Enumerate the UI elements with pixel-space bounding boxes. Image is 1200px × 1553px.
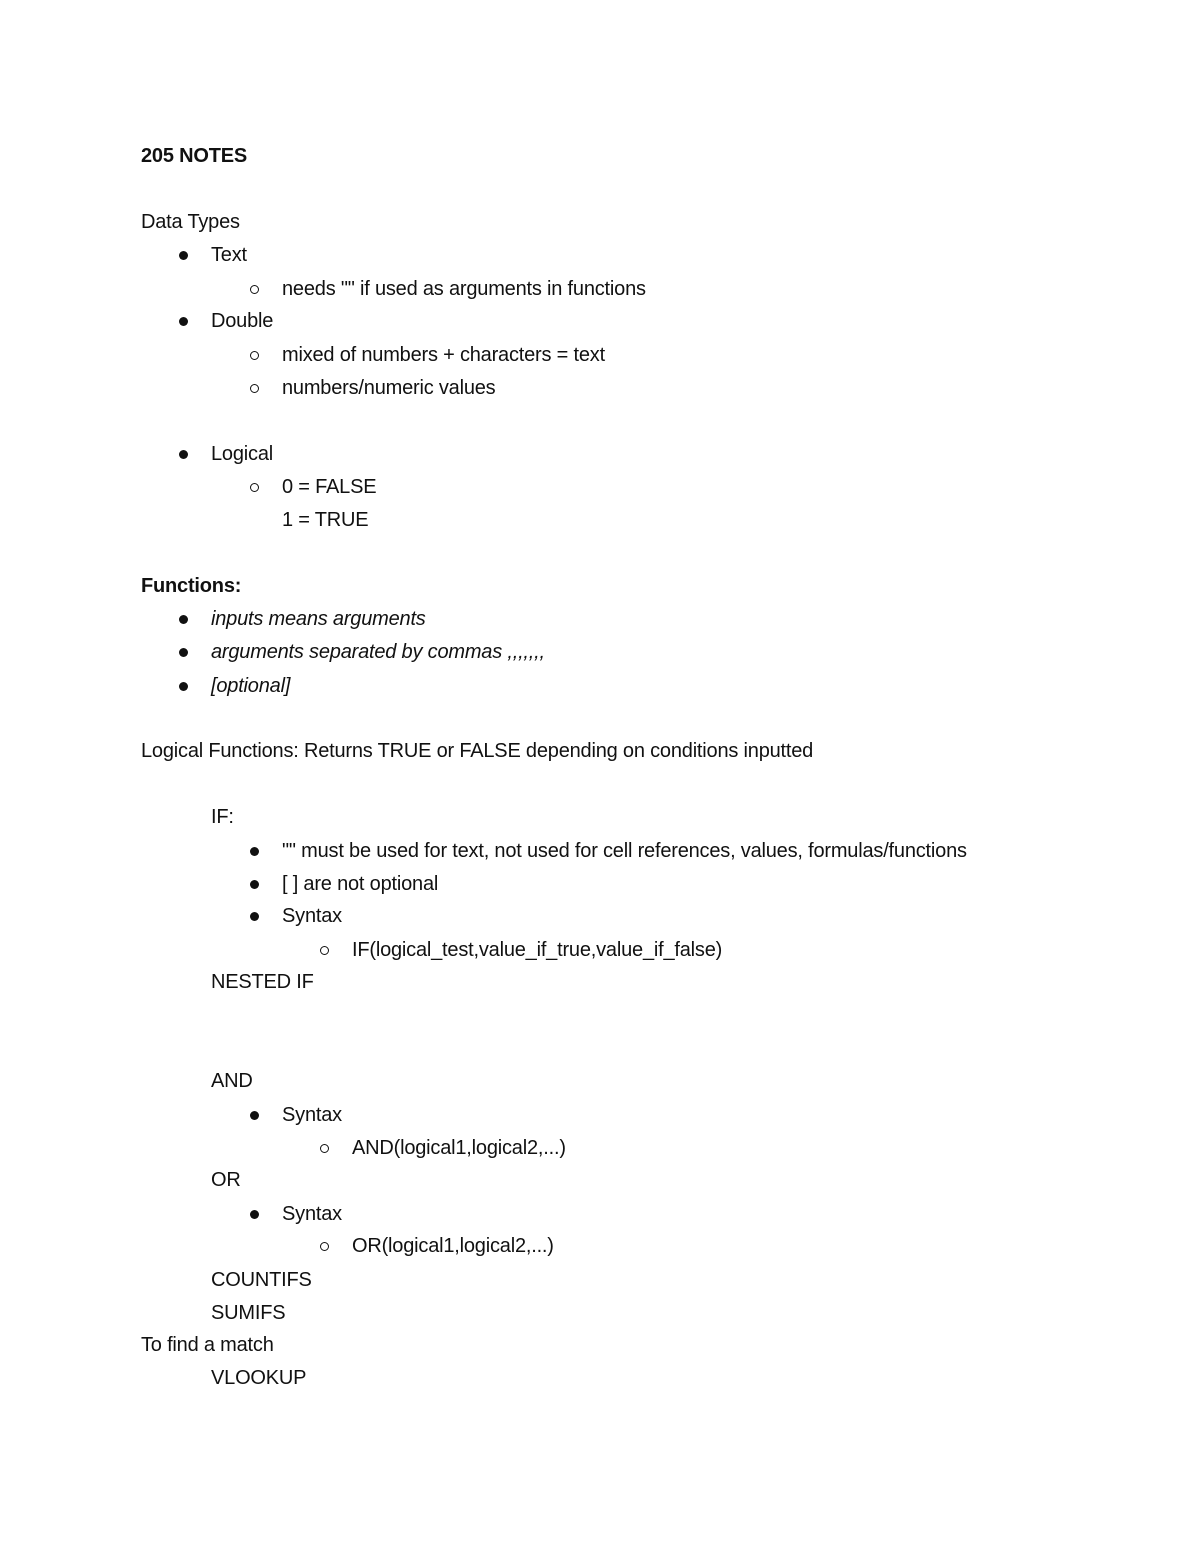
data-type-text-label: Text xyxy=(211,244,247,266)
bullet-ring-icon xyxy=(250,384,259,393)
bullet-dot-icon xyxy=(179,450,188,459)
and-syntax-label: Syntax xyxy=(282,1104,342,1126)
data-type-double-note-1: mixed of numbers + characters = text xyxy=(282,344,605,366)
data-type-double-note-2: numbers/numeric values xyxy=(282,377,496,399)
or-label: OR xyxy=(211,1169,241,1191)
match-heading: To find a match xyxy=(141,1334,274,1356)
if-item: Syntax xyxy=(282,905,342,927)
bullet-ring-icon xyxy=(250,483,259,492)
data-type-double-label: Double xyxy=(211,310,274,332)
bullet-dot-icon xyxy=(250,1111,259,1120)
data-type-logical-label: Logical xyxy=(211,443,273,465)
bullet-dot-icon xyxy=(250,847,259,856)
if-item: [ ] are not optional xyxy=(282,873,439,895)
bullet-ring-icon xyxy=(250,351,259,360)
bullet-ring-icon xyxy=(320,946,329,955)
bullet-dot-icon xyxy=(179,615,188,624)
bullet-ring-icon xyxy=(250,285,259,294)
bullet-ring-icon xyxy=(320,1242,329,1251)
bullet-dot-icon xyxy=(179,317,188,326)
sumifs-label: SUMIFS xyxy=(211,1302,286,1324)
if-label: IF: xyxy=(211,806,234,828)
bullet-dot-icon xyxy=(179,648,188,657)
functions-item: [optional] xyxy=(211,675,291,697)
if-item: "" must be used for text, not used for cell references, values, formulas/functions xyxy=(282,840,967,862)
vlookup-label: VLOOKUP xyxy=(211,1367,307,1389)
functions-item: inputs means arguments xyxy=(211,608,426,630)
bullet-dot-icon xyxy=(179,251,188,260)
or-syntax: OR(logical1,logical2,...) xyxy=(352,1235,554,1257)
logical-functions-heading: Logical Functions: Returns TRUE or FALSE depending on conditions inputted xyxy=(141,740,814,762)
bullet-dot-icon xyxy=(250,880,259,889)
bullet-ring-icon xyxy=(320,1144,329,1153)
and-label: AND xyxy=(211,1070,253,1092)
and-syntax: AND(logical1,logical2,...) xyxy=(352,1137,566,1159)
nested-if-label: NESTED IF xyxy=(211,971,314,993)
data-type-text-note: needs "" if used as arguments in functions xyxy=(282,278,646,300)
bullet-dot-icon xyxy=(179,682,188,691)
page-title: 205 NOTES xyxy=(141,145,248,167)
countifs-label: COUNTIFS xyxy=(211,1269,312,1291)
data-types-heading: Data Types xyxy=(141,211,240,233)
data-type-logical-false: 0 = FALSE xyxy=(282,476,377,498)
data-type-logical-true: 1 = TRUE xyxy=(282,509,369,531)
bullet-dot-icon xyxy=(250,1210,259,1219)
or-syntax-label: Syntax xyxy=(282,1203,342,1225)
if-syntax: IF(logical_test,value_if_true,value_if_false) xyxy=(352,939,723,961)
functions-heading: Functions: xyxy=(141,575,242,597)
bullet-dot-icon xyxy=(250,912,259,921)
functions-item: arguments separated by commas ,,,,,,, xyxy=(211,641,545,663)
